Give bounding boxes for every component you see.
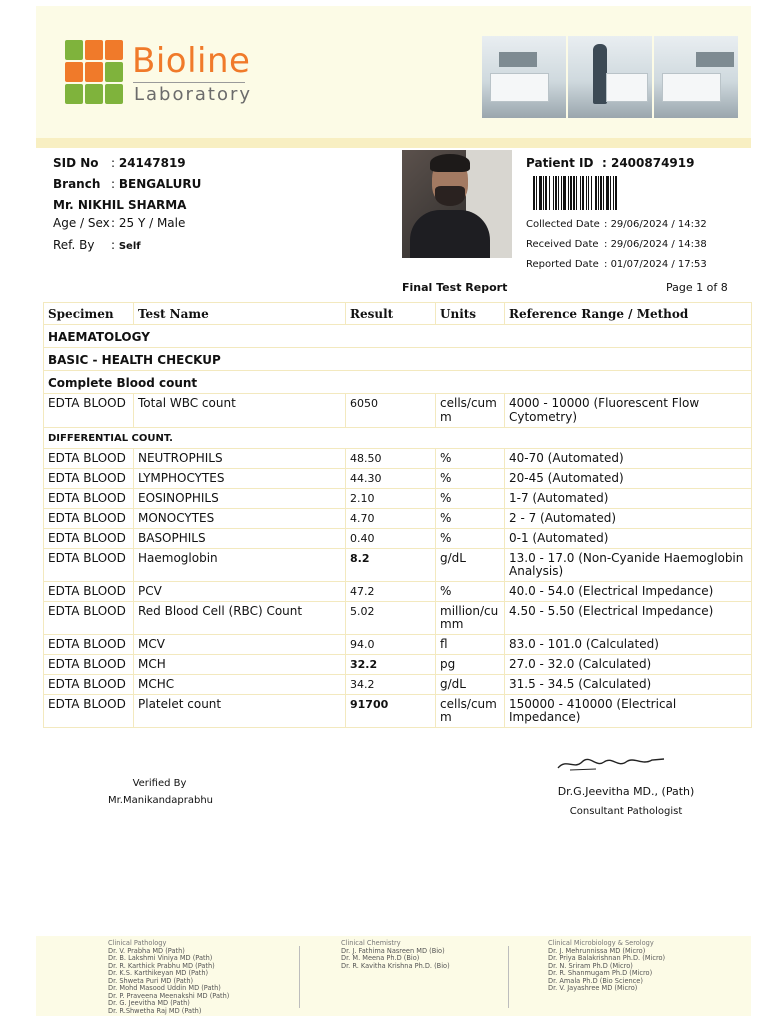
cell-reference: 0-1 (Automated) (505, 528, 752, 548)
cell-result: 8.2 (346, 548, 436, 581)
cell-test: EOSINOPHILS (134, 488, 346, 508)
cell-result: 32.2 (346, 654, 436, 674)
cell-result: 47.2 (346, 581, 436, 601)
cell-result: 6050 (346, 394, 436, 428)
age-sex-value: 25 Y / Male (118, 216, 186, 230)
cell-test: Haemoglobin (134, 548, 346, 581)
section-row (44, 348, 752, 371)
lab-photo-strip (482, 36, 738, 118)
cell-reference: 40.0 - 54.0 (Electrical Impedance) (505, 581, 752, 601)
lab-report-page (36, 6, 751, 1016)
cell-specimen: EDTA BLOOD (44, 528, 134, 548)
table-row (44, 448, 752, 468)
sid-label: SID No (53, 156, 99, 170)
cell-specimen: EDTA BLOOD (44, 548, 134, 581)
cell-specimen: EDTA BLOOD (44, 508, 134, 528)
report-header (36, 6, 751, 138)
cell-reference: 150000 - 410000 (Electrical Impedance) (505, 694, 752, 727)
results-table (43, 302, 752, 728)
sid-row: SID No : 24147819 (53, 156, 186, 170)
cell-result: 44.30 (346, 468, 436, 488)
cell-units: million/cu mm (436, 601, 505, 634)
table-row (44, 581, 752, 601)
footer-doctor-name: Dr. R. Kavitha Krishna Ph.D. (Bio) (341, 961, 450, 970)
cell-specimen: EDTA BLOOD (44, 634, 134, 654)
collected-row: Collected Date : 29/06/2024 / 14:32 (526, 219, 707, 230)
cell-units: % (436, 508, 505, 528)
cell-reference: 31.5 - 34.5 (Calculated) (505, 674, 752, 694)
doctors-footer (36, 936, 751, 1016)
section-row (44, 325, 752, 348)
verified-by-label: Verified By (132, 778, 187, 789)
cell-test: LYMPHOCYTES (134, 468, 346, 488)
section-cbc: Complete Blood count (44, 371, 752, 394)
section-row (44, 371, 752, 394)
ref-value: Self (118, 241, 141, 252)
cell-units: % (436, 468, 505, 488)
cell-test: Platelet count (134, 694, 346, 727)
cell-test: PCV (134, 581, 346, 601)
table-header-row (44, 303, 752, 325)
cell-reference: 13.0 - 17.0 (Non-Cyanide Haemoglobin Analysis) (505, 548, 752, 581)
patient-photo (402, 150, 512, 258)
cell-units: g/dL (436, 674, 505, 694)
received-row: Received Date : 29/06/2024 / 14:38 (526, 239, 707, 250)
footer-doctor-name: Dr. Shweta Puri MD (Path) (108, 976, 194, 985)
footer-col-chemistry (341, 940, 450, 970)
cell-test: Red Blood Cell (RBC) Count (134, 601, 346, 634)
cell-reference: 1-7 (Automated) (505, 488, 752, 508)
cell-specimen: EDTA BLOOD (44, 581, 134, 601)
table-row (44, 528, 752, 548)
brand-name: Bioline (132, 41, 251, 81)
footer-doctor-name: Dr. P. Praveena Meenakshi MD (Path) (108, 991, 230, 1000)
footer-doctor-name: Dr. R.Shwetha Raj MD (Path) (108, 1006, 202, 1015)
lab-photo (568, 36, 652, 118)
cell-result: 48.50 (346, 448, 436, 468)
cell-specimen: EDTA BLOOD (44, 488, 134, 508)
collected-value: 29/06/2024 / 14:32 (610, 219, 707, 230)
footer-doctor-name: Dr. Amala Ph.D (Bio Science) (548, 976, 643, 985)
cell-units: % (436, 488, 505, 508)
footer-doctor-name: Dr. N. Sriram Ph.D (Micro) (548, 961, 633, 970)
patient-id-row: Patient ID : 2400874919 (526, 156, 695, 170)
cell-units: % (436, 581, 505, 601)
col-header-units: Units (436, 303, 505, 325)
lab-photo (482, 36, 566, 118)
patient-barcode (533, 176, 697, 210)
page-number: Page 1 of 8 (666, 281, 728, 294)
brand-divider (133, 82, 245, 83)
cell-reference: 4000 - 10000 (Fluorescent Flow Cytometry) (505, 394, 752, 428)
section-health-checkup: BASIC - HEALTH CHECKUP (44, 348, 752, 371)
table-row (44, 634, 752, 654)
subsection-row (44, 428, 752, 449)
received-label: Received Date (526, 239, 599, 250)
cell-specimen: EDTA BLOOD (44, 448, 134, 468)
section-haematology: HAEMATOLOGY (44, 325, 752, 348)
cell-test: MCHC (134, 674, 346, 694)
cell-specimen: EDTA BLOOD (44, 601, 134, 634)
cell-test: BASOPHILS (134, 528, 346, 548)
patient-id-label: Patient ID (526, 156, 594, 170)
cell-result: 2.10 (346, 488, 436, 508)
table-row (44, 601, 752, 634)
collected-label: Collected Date (526, 219, 600, 230)
footer-doctor-name: Dr. B. Lakshmi Viniya MD (Path) (108, 954, 213, 962)
cell-specimen: EDTA BLOOD (44, 674, 134, 694)
table-row (44, 654, 752, 674)
footer-divider (508, 946, 509, 1008)
footer-col-microbiology (548, 940, 665, 993)
footer-doctor-name: Dr. M. Meena Ph.D (Bio) (341, 954, 420, 962)
cell-reference: 83.0 - 101.0 (Calculated) (505, 634, 752, 654)
footer-doctor-name: Dr. J. Fathima Nasreen MD (Bio) (341, 946, 445, 955)
reported-label: Reported Date (526, 259, 599, 270)
cell-reference: 4.50 - 5.50 (Electrical Impedance) (505, 601, 752, 634)
footer-col-title: Clinical Microbiology & Serology (548, 939, 654, 947)
footer-doctor-name: Dr. V. Jayashree MD (Micro) (548, 984, 638, 992)
col-header-test: Test Name (134, 303, 346, 325)
cell-result: 5.02 (346, 601, 436, 634)
cell-test: MONOCYTES (134, 508, 346, 528)
cell-result: 0.40 (346, 528, 436, 548)
footer-divider (299, 946, 300, 1008)
verified-by-name: Mr.Manikandaprabhu (107, 795, 214, 806)
cell-units: % (436, 448, 505, 468)
cell-units: g/dL (436, 548, 505, 581)
table-row (44, 468, 752, 488)
cell-test: MCV (134, 634, 346, 654)
col-header-result: Result (346, 303, 436, 325)
cell-specimen: EDTA BLOOD (44, 394, 134, 428)
cell-specimen: EDTA BLOOD (44, 468, 134, 488)
cell-result: 94.0 (346, 634, 436, 654)
cell-test: NEUTROPHILS (134, 448, 346, 468)
pathologist-signature (556, 754, 666, 774)
cell-reference: 40-70 (Automated) (505, 448, 752, 468)
footer-doctor-name: Dr. J. Mehrunnissa MD (Micro) (548, 946, 646, 955)
cell-test: Total WBC count (134, 394, 346, 428)
branch-label: Branch (53, 177, 101, 191)
table-row (44, 394, 752, 428)
footer-doctor-name: Dr. R. Shanmugam Ph.D (Micro) (548, 969, 653, 977)
pathologist-name: Dr.G.Jeevitha MD., (Path) (557, 785, 695, 798)
col-header-reference: Reference Range / Method (505, 303, 752, 325)
report-title: Final Test Report (402, 281, 508, 294)
footer-doctor-name: Dr. Priya Balakrishnan Ph.D. (Micro) (548, 954, 666, 962)
footer-doctor-name: Dr. R. Karthick Prabhu MD (Path) (108, 961, 215, 970)
cell-result: 34.2 (346, 674, 436, 694)
brand-subtitle: Laboratory (134, 84, 253, 105)
cell-test: MCH (134, 654, 346, 674)
age-sex-label: Age / Sex (53, 216, 110, 230)
cell-specimen: EDTA BLOOD (44, 694, 134, 727)
lab-photo (654, 36, 738, 118)
footer-doctor-name: Dr. G. Jeevitha MD (Path) (108, 999, 190, 1007)
reported-value: 01/07/2024 / 17:53 (610, 259, 707, 270)
patient-name: Mr. NIKHIL SHARMA (53, 198, 187, 212)
branch-row: Branch : BENGALURU (53, 177, 202, 191)
cell-specimen: EDTA BLOOD (44, 654, 134, 674)
patient-id-value: 2400874919 (610, 156, 695, 170)
cell-reference: 27.0 - 32.0 (Calculated) (505, 654, 752, 674)
cell-units: cells/cum m (436, 394, 505, 428)
received-value: 29/06/2024 / 14:38 (610, 239, 707, 250)
cell-units: cells/cum m (436, 694, 505, 727)
header-band (36, 138, 751, 148)
cell-units: % (436, 528, 505, 548)
ref-label: Ref. By (53, 238, 95, 252)
table-row (44, 508, 752, 528)
age-sex-row: Age / Sex: 25 Y / Male (53, 216, 186, 230)
footer-col-pathology (108, 940, 229, 1015)
bioline-logo (65, 40, 125, 106)
footer-col-title: Clinical Pathology (108, 939, 167, 947)
sid-value: 24147819 (118, 156, 186, 170)
cell-result: 4.70 (346, 508, 436, 528)
cell-units: fl (436, 634, 505, 654)
cell-result: 91700 (346, 694, 436, 727)
reported-row: Reported Date : 01/07/2024 / 17:53 (526, 259, 707, 270)
col-header-specimen: Specimen (44, 303, 134, 325)
table-row (44, 548, 752, 581)
footer-doctor-name: Dr. V. Prabha MD (Path) (108, 946, 185, 955)
table-row (44, 674, 752, 694)
footer-col-title: Clinical Chemistry (341, 939, 401, 947)
footer-doctor-name: Dr. Mohd Masood Uddin MD (Path) (108, 984, 221, 992)
pathologist-title: Consultant Pathologist (569, 806, 683, 817)
branch-value: BENGALURU (118, 177, 202, 191)
cell-reference: 20-45 (Automated) (505, 468, 752, 488)
cell-reference: 2 - 7 (Automated) (505, 508, 752, 528)
footer-doctor-name: Dr. K.S. Karthikeyan MD (Path) (108, 969, 209, 977)
table-row (44, 488, 752, 508)
table-row (44, 694, 752, 727)
ref-row: Ref. By : Self (53, 238, 141, 252)
subsection-differential: DIFFERENTIAL COUNT. (44, 428, 752, 449)
cell-units: pg (436, 654, 505, 674)
